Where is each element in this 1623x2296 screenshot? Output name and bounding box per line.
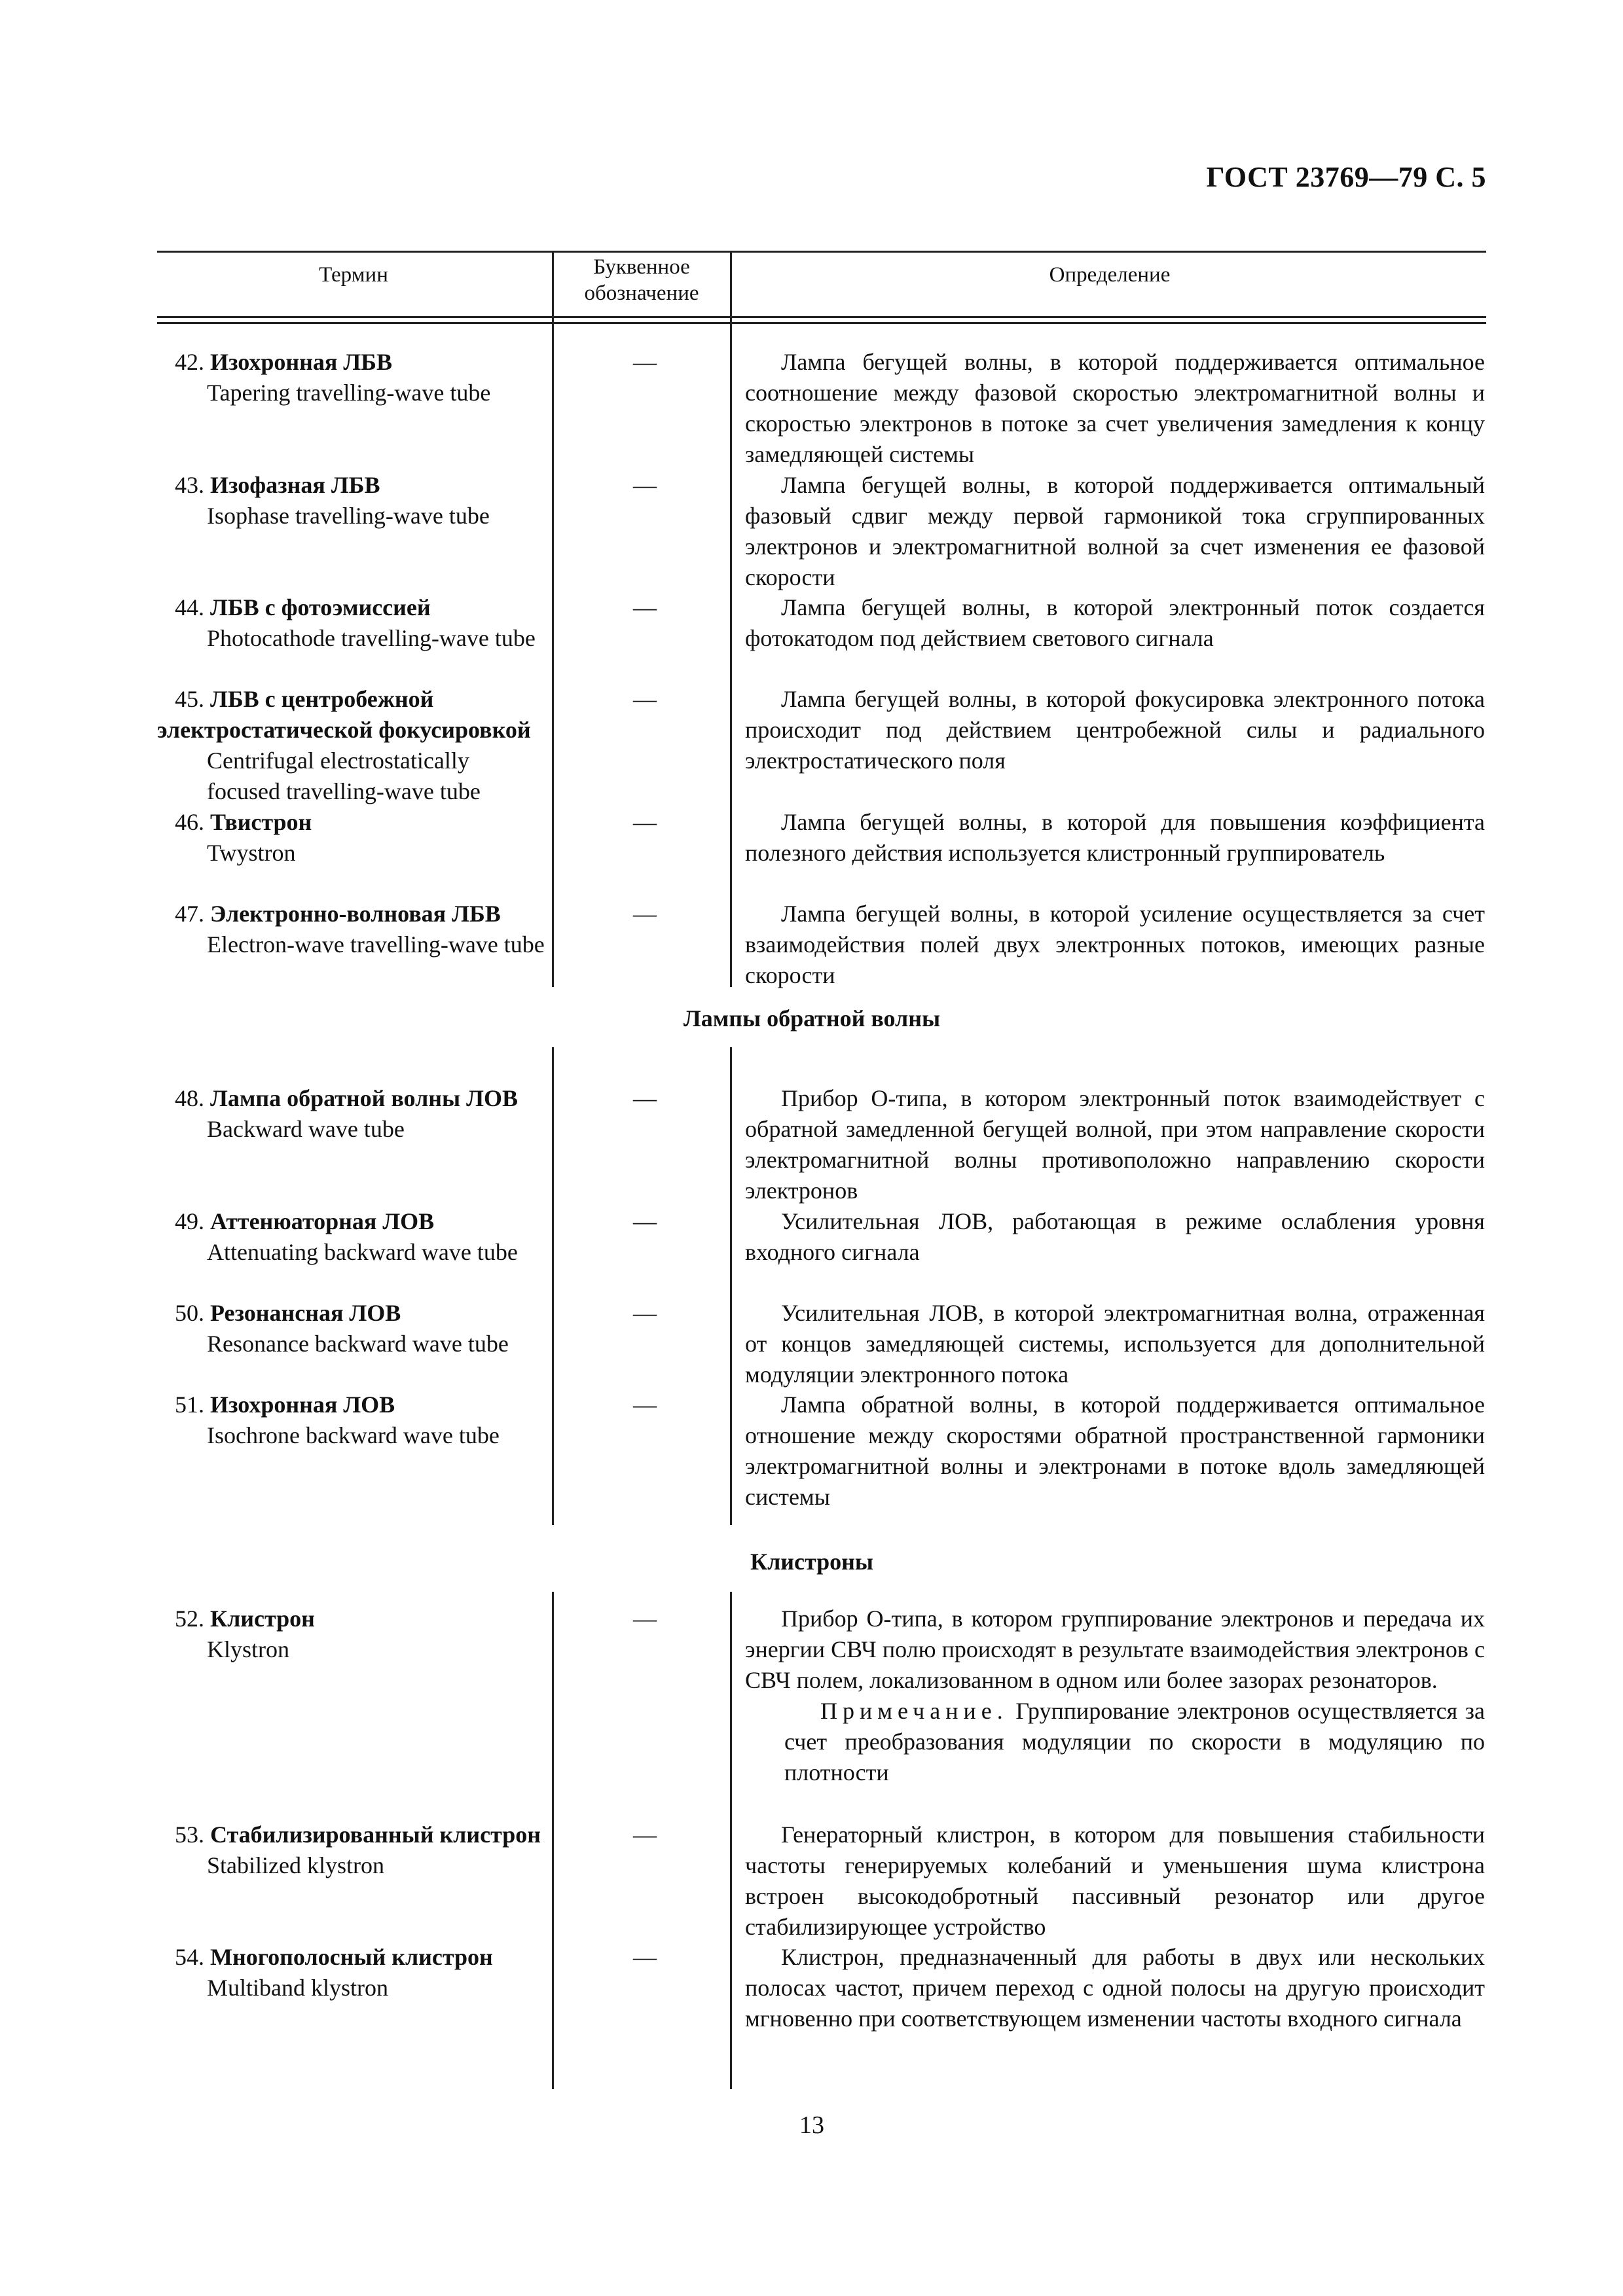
letter-designation: —: [633, 1821, 657, 1848]
term-number: 45.: [175, 686, 204, 712]
column-divider: [730, 1592, 732, 2089]
term-row-42: [157, 347, 547, 408]
term-ru: Изохронная ЛОВ: [210, 1391, 395, 1418]
term-en: Backward wave tube: [207, 1116, 405, 1142]
term-ru: ЛБВ с фотоэмиссией: [210, 594, 431, 620]
letter-designation: —: [633, 686, 657, 712]
term-row-50: [157, 1298, 547, 1359]
term-number: 52.: [175, 1605, 204, 1632]
term-number: 46.: [175, 809, 204, 835]
definition-47: Лампа бегущей волны, в которой усиление осуществляется за счет взаимодействия полей двух электронных потоков, имеющих разные скорости: [745, 901, 1485, 988]
letter-designation: —: [633, 349, 657, 375]
definition-52: [745, 1604, 1485, 1788]
term-number: 43.: [175, 472, 204, 498]
column-divider: [552, 1592, 554, 2089]
document-header: ГОСТ 23769—79 С. 5: [1206, 161, 1486, 193]
letter-designation: —: [633, 472, 657, 498]
term-ru: ЛБВ с центробежной электростатической фокусировкой: [157, 686, 531, 743]
column-divider: [552, 1047, 554, 1525]
term-row-46: [157, 807, 547, 869]
term-ru: Изохронная ЛБВ: [210, 349, 392, 375]
letter-designation: —: [633, 1208, 657, 1234]
term-ru: Твистрон: [210, 809, 312, 835]
term-ru: Электронно-волновая ЛБВ: [210, 901, 501, 927]
term-en: Multiband klystron: [207, 1975, 388, 2001]
term-row-51: [157, 1390, 547, 1451]
term-number: 49.: [175, 1208, 204, 1234]
definition-53: Генераторный клистрон, в котором для повышения стабильности частоты генерируемых колебаний и уменьшения шума клистрона встроен высокодобротный пассивный резонатор или другое стабилизирующее устройство: [745, 1821, 1485, 1940]
definition-43: Лампа бегущей волны, в которой поддерживается оптимальный фазовый сдвиг между первой гармоникой тока сгруппированных электронов и электромагнитной волной за счет изменения ее фазовой скорости: [745, 472, 1485, 590]
note-label: Примечание.: [820, 1698, 1008, 1724]
letter-designation: —: [633, 594, 657, 620]
term-ru: Стабилизированный клистрон: [210, 1821, 541, 1848]
column-divider: [552, 251, 554, 987]
definition-42: Лампа бегущей волны, в которой поддерживается оптимальное соотношение между фазовой скоростью электромагнитной волны и скоростью электронов в потоке за счет увеличения замедления к концу замедляющей системы: [745, 349, 1485, 467]
definition-45: Лампа бегущей волны, в которой фокусировка электронного потока происходит под действием центробежной силы и радиального электростатического поля: [745, 686, 1485, 774]
letter-designation: —: [633, 901, 657, 927]
term-en: Electron-wave travelling-wave tube: [207, 931, 545, 958]
note: [745, 1696, 1485, 1788]
term-row-52: [157, 1604, 547, 1665]
term-ru: Аттенюаторная ЛОВ: [210, 1208, 435, 1234]
table-header-rule: [157, 316, 1486, 318]
page-number: 13: [799, 2111, 824, 2139]
term-ru: Лампа обратной волны ЛОВ: [210, 1085, 518, 1111]
column-divider: [730, 251, 732, 987]
column-divider: [730, 1047, 732, 1525]
term-row-48: [157, 1083, 547, 1145]
section-title-backward-wave: Лампы обратной волны: [683, 1005, 941, 1031]
term-ru: Изофазная ЛБВ: [210, 472, 380, 498]
term-en: Isophase travelling-wave tube: [207, 503, 490, 529]
definition-51: Лампа обратной волны, в которой поддерживается оптимальное отношение между скоростями обратной пространственной гармоники электромагнитной волны и электронами в потоке вдоль замедляющей системы: [745, 1391, 1485, 1510]
term-en: Isochrone backward wave tube: [207, 1422, 500, 1448]
header-letter-2: обозначение: [584, 281, 699, 305]
term-en: Centrifugal electrostatically focused travelling-wave tube: [207, 747, 481, 804]
letter-designation: —: [633, 1085, 657, 1111]
term-en: Tapering travelling-wave tube: [207, 380, 491, 406]
term-number: 48.: [175, 1085, 204, 1111]
term-number: 51.: [175, 1391, 204, 1418]
note-text: Группирование электронов осуществляется за счет преобразования модуляции по скорости в модуляцию по плотности: [784, 1698, 1485, 1785]
term-row-54: [157, 1942, 547, 2003]
letter-designation: —: [633, 809, 657, 835]
letter-designation: —: [633, 1944, 657, 1970]
term-number: 54.: [175, 1944, 204, 1970]
term-row-49: [157, 1206, 547, 1268]
term-ru: Многополосный клистрон: [210, 1944, 493, 1970]
definition-48: Прибор О-типа, в котором электронный поток взаимодействует с обратной замедленной бегущей волной, при этом направление скорости электромагнитной волны противоположно направлению скорости электронов: [745, 1085, 1485, 1204]
term-ru: Резонансная ЛОВ: [210, 1300, 401, 1326]
definition-54: Клистрон, предназначенный для работы в двух или нескольких полосах частот, причем переход с одной полосы на другую происходит мгновенно при соответствующем изменении частоты входного сигнала: [745, 1944, 1485, 2032]
term-number: 42.: [175, 349, 204, 375]
header-definition: Определение: [1049, 263, 1171, 287]
term-number: 44.: [175, 594, 204, 620]
letter-designation: —: [633, 1605, 657, 1632]
definition-50: Усилительная ЛОВ, в которой электромагнитная волна, отраженная от концов замедляющей системы, используется для дополнительной модуляции электронного потока: [745, 1300, 1485, 1388]
table-top-rule: [157, 251, 1486, 253]
term-number: 53.: [175, 1821, 204, 1848]
term-number: 50.: [175, 1300, 204, 1326]
term-en: Resonance backward wave tube: [207, 1331, 509, 1357]
term-row-45: [157, 684, 547, 807]
term-ru: Клистрон: [210, 1605, 315, 1632]
term-en: Photocathode travelling-wave tube: [207, 625, 536, 651]
term-row-47: [157, 899, 547, 960]
header-term: Термин: [319, 263, 388, 287]
term-en: Twystron: [207, 840, 296, 866]
term-row-43: [157, 470, 547, 531]
definition-49: Усилительная ЛОВ, работающая в режиме ослабления уровня входного сигнала: [745, 1208, 1485, 1265]
header-letter-1: Буквенное: [593, 255, 690, 279]
letter-designation: —: [633, 1300, 657, 1326]
section-title-klystrons: Клистроны: [750, 1549, 873, 1575]
definition-44: Лампа бегущей волны, в которой электронный поток создается фотокатодом под действием светового сигнала: [745, 594, 1485, 651]
letter-designation: —: [633, 1391, 657, 1418]
table-header-rule-2: [157, 322, 1486, 324]
term-en: Attenuating backward wave tube: [207, 1239, 518, 1265]
term-en: Klystron: [207, 1636, 289, 1662]
definition-text: Прибор О-типа, в котором группирование электронов и передача их энергии СВЧ полю происходят в результате взаимодействия электронов с СВЧ полем, локализованном в одном или более зазорах резонаторов.: [745, 1605, 1485, 1693]
term-number: 47.: [175, 901, 204, 927]
definition-46: Лампа бегущей волны, в которой для повышения коэффициента полезного действия используется клистронный группирователь: [745, 809, 1485, 866]
term-row-53: [157, 1820, 547, 1881]
term-en: Stabilized klystron: [207, 1852, 384, 1878]
term-row-44: [157, 592, 547, 654]
